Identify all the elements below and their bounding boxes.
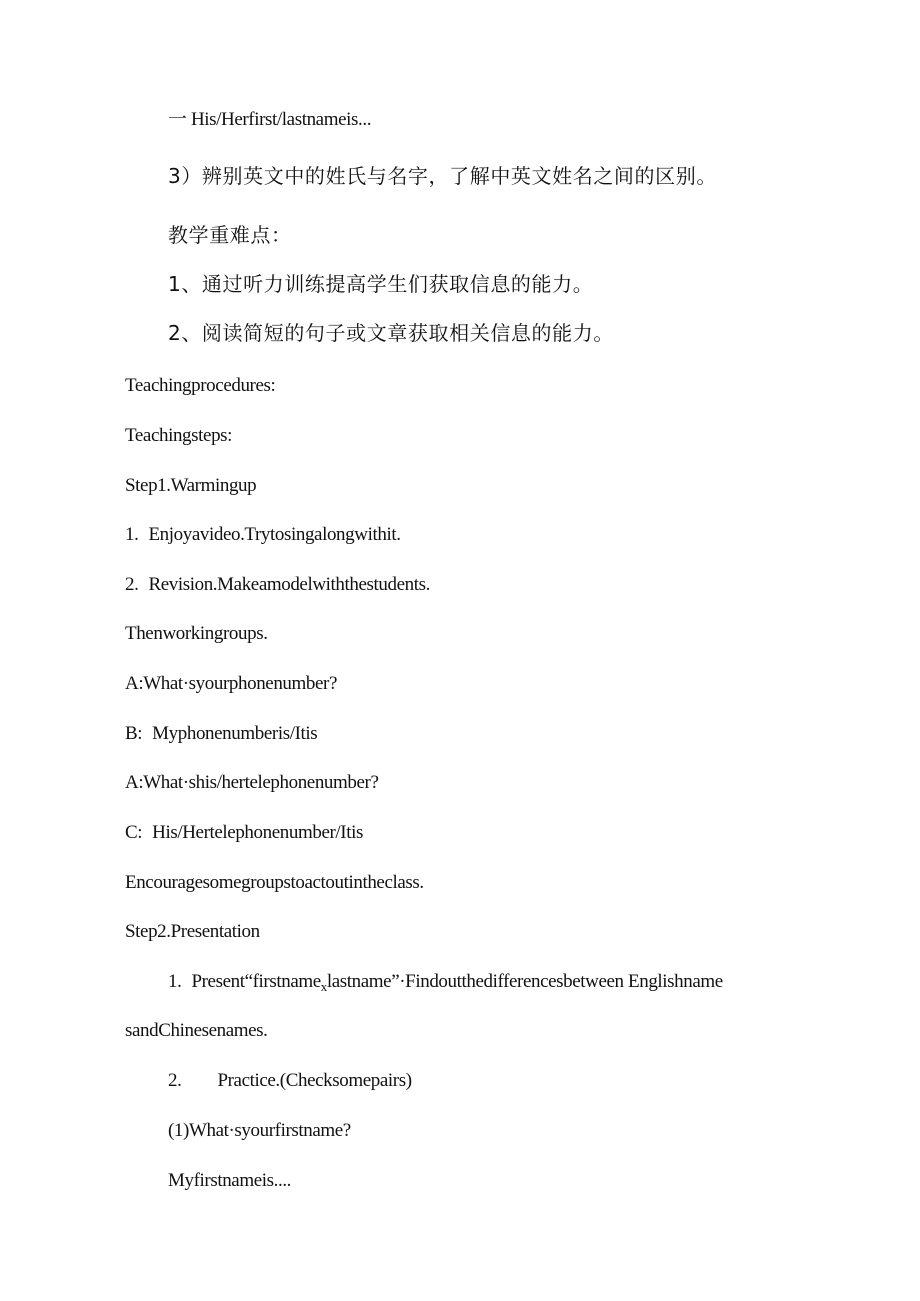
list-number: 1. — [125, 524, 139, 545]
dialogue-line: A:What·syourphonenumber? — [125, 673, 337, 694]
speaker-label: C: — [125, 822, 143, 843]
section-heading: Teachingprocedures: — [125, 375, 276, 396]
list-item — [168, 972, 723, 993]
text-line: 2、阅读简短的句子或文章获取相关信息的能力。 — [168, 321, 614, 345]
dialogue-line: Myfirstnameis.... — [168, 1170, 292, 1191]
dialogue-line: (1)What·syourfirstname? — [168, 1120, 351, 1141]
text-line: sandChinesenames. — [125, 1020, 268, 1041]
speaker-label: B: — [125, 723, 143, 744]
list-number: 2. — [168, 1070, 182, 1091]
section-heading: Teachingsteps: — [125, 425, 233, 446]
text-line: Encouragesomegroupstoactoutintheclass. — [125, 872, 424, 893]
subscript-mark: x — [320, 979, 327, 994]
list-text: Enjoyavideo.Trytosingalongwithit. — [148, 524, 401, 545]
dialogue-line — [125, 823, 363, 842]
text-line: 3）辨别英文中的姓氏与名字，了解中英文姓名之间的区别。 — [168, 164, 717, 188]
list-text: Revision.Makeamodelwiththestudents. — [148, 574, 430, 595]
step-heading: Step2.Presentation — [125, 921, 260, 942]
text-line: 一 His/Herfirst/lastnameis... — [168, 109, 372, 130]
list-number: 1. — [168, 971, 182, 992]
section-heading: 教学重难点： — [168, 223, 292, 247]
list-item — [125, 525, 401, 544]
text-line: Thenworkingroups. — [125, 623, 268, 644]
step-heading: Step1.Warmingup — [125, 475, 257, 496]
list-number: 2. — [125, 574, 139, 595]
dialogue-line: A:What·shis/hertelephonenumber? — [125, 772, 379, 793]
list-text: Present“firstname — [191, 971, 321, 992]
list-item — [168, 1071, 412, 1090]
list-item — [125, 575, 430, 594]
text-line: 1、通过听力训练提高学生们获取信息的能力。 — [168, 272, 594, 296]
dialogue-text: His/Hertelephonenumber/Itis — [152, 822, 363, 843]
dialogue-line — [125, 724, 317, 743]
dialogue-text: Myphonenumberis/Itis — [152, 723, 318, 744]
list-text: Practice.(Checksomepairs) — [217, 1070, 412, 1091]
list-text: lastname”·Findoutthedifferencesbetween Englishname — [326, 971, 723, 992]
